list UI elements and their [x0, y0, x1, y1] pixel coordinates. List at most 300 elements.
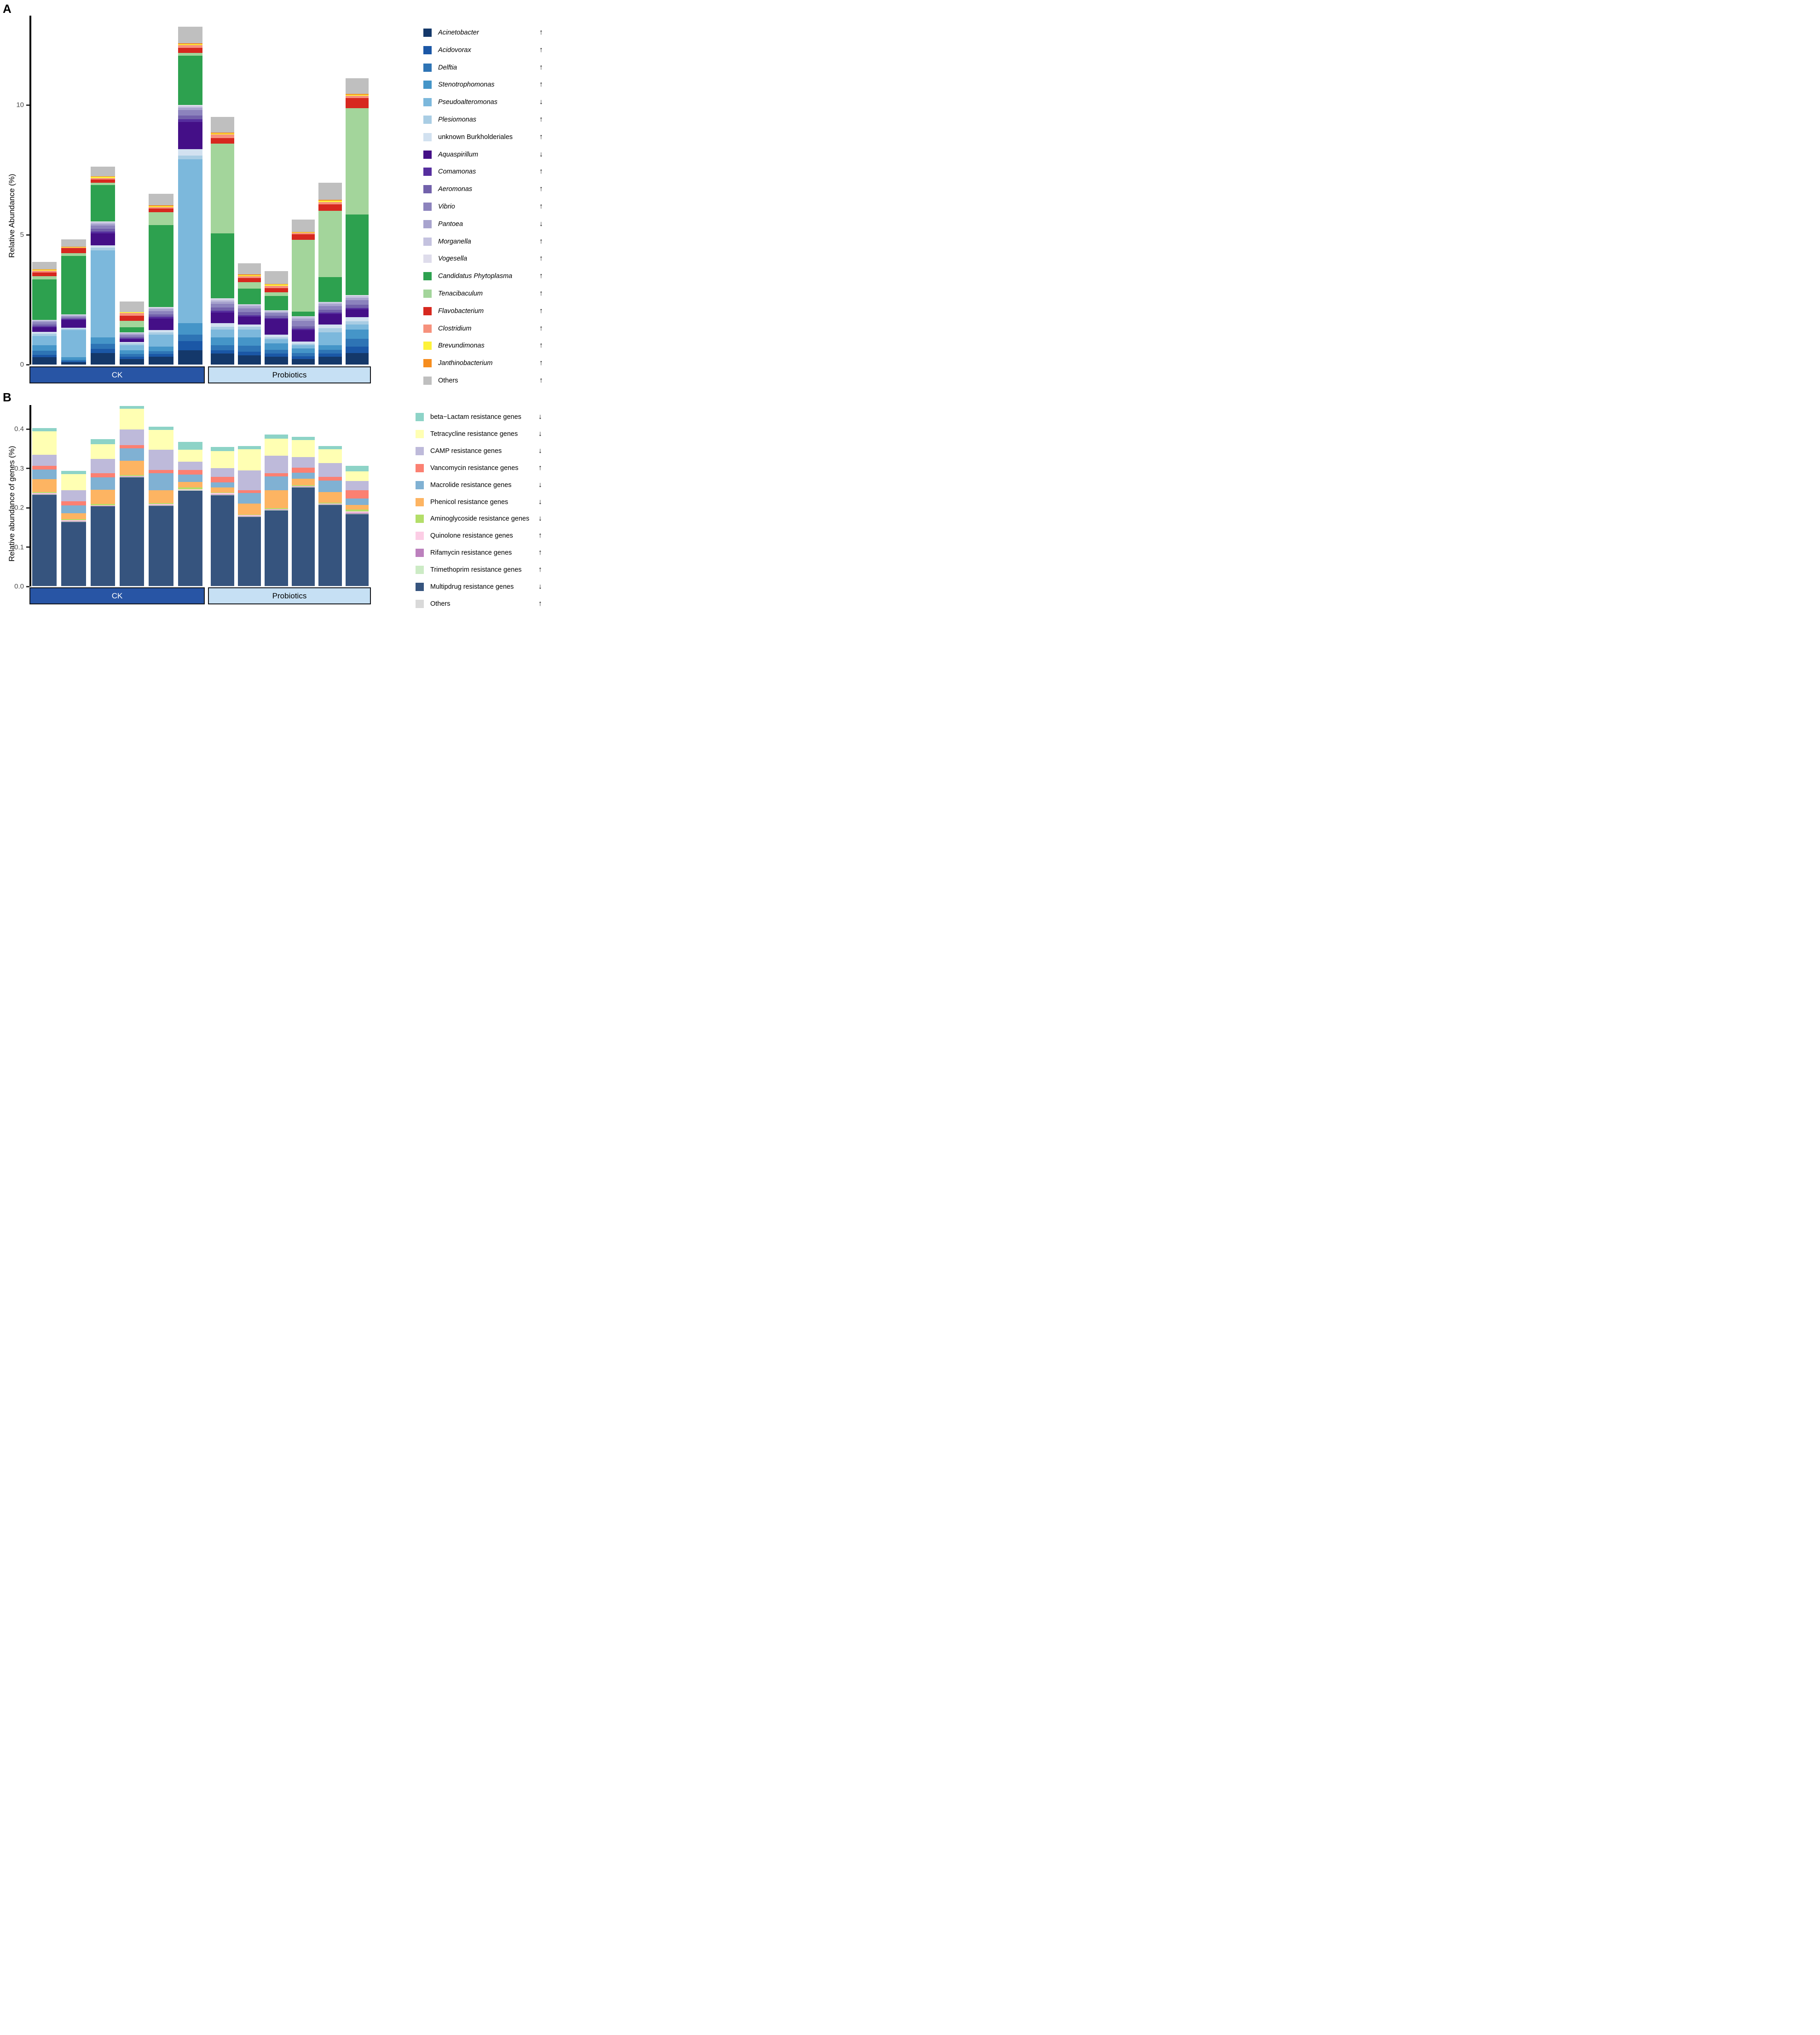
bar-segment: [211, 468, 234, 477]
panel-a-group-strip-probiotics: [208, 366, 371, 383]
trend-up-arrow-icon: ↑: [539, 46, 543, 54]
stacked-bar-ck-1: [32, 262, 57, 365]
bar-segment: [149, 506, 173, 586]
legend-label: CAMP resistance genes: [430, 447, 502, 455]
trend-up-arrow-icon: ↑: [538, 549, 542, 557]
legend-item: [416, 547, 546, 559]
legend-swatch-icon: [423, 290, 432, 298]
bar-segment: [318, 492, 342, 503]
stacked-bar-probiotics-4: [292, 437, 315, 586]
bar-segment: [292, 240, 315, 311]
bar-segment: [346, 490, 369, 499]
bar-segment: [178, 335, 202, 341]
bar-segment: [292, 473, 315, 479]
bar-segment: [238, 355, 261, 365]
bar-segment: [120, 301, 144, 312]
trend-up-arrow-icon: ↑: [539, 359, 543, 367]
bar-segment: [178, 323, 202, 335]
legend-swatch-icon: [416, 464, 424, 472]
legend-swatch-icon: [416, 566, 424, 574]
bar-segment: [178, 482, 202, 487]
legend-item: [423, 166, 546, 178]
bar-segment: [238, 490, 261, 493]
bar-segment: [292, 345, 315, 348]
panel-a-y-axis: [29, 16, 31, 365]
bar-segment: [292, 312, 315, 316]
bar-segment: [61, 501, 86, 505]
stacked-bar-probiotics-6: [346, 78, 369, 365]
legend-label: Plesiomonas: [438, 116, 477, 123]
bar-segment: [265, 510, 288, 586]
trend-down-arrow-icon: ↓: [539, 150, 543, 158]
trend-up-arrow-icon: ↑: [539, 255, 543, 263]
legend-item: [423, 323, 546, 335]
bar-segment: [178, 462, 202, 470]
bar-segment: [238, 446, 261, 449]
legend-item: [423, 340, 546, 352]
trend-up-arrow-icon: ↑: [539, 63, 543, 71]
legend-item: [423, 131, 546, 143]
trend-up-arrow-icon: ↑: [539, 290, 543, 297]
stacked-bar-ck-6: [178, 27, 202, 365]
bar-segment: [61, 471, 86, 474]
bar-segment: [149, 470, 173, 473]
trend-down-arrow-icon: ↓: [538, 498, 542, 506]
bar-segment: [178, 442, 202, 449]
bar-segment: [292, 234, 315, 240]
bar-segment: [120, 448, 144, 461]
trend-up-arrow-icon: ↑: [539, 307, 543, 315]
legend-swatch-icon: [423, 272, 432, 280]
y-tick-mark: [26, 429, 29, 430]
panel-a-group-label-ck: CK: [111, 370, 123, 379]
legend-swatch-icon: [423, 133, 432, 141]
bar-segment: [149, 319, 173, 330]
trend-up-arrow-icon: ↑: [538, 566, 542, 574]
bar-segment: [32, 479, 57, 492]
bar-segment: [91, 353, 115, 365]
legend-swatch-icon: [423, 168, 432, 176]
bar-segment: [32, 357, 57, 365]
bar-segment: [211, 495, 234, 586]
y-tick-label: 0.2: [14, 504, 24, 512]
bar-segment: [149, 357, 173, 365]
legend-swatch-icon: [423, 307, 432, 315]
legend-label: Aquaspirillum: [438, 151, 479, 158]
bar-segment: [211, 477, 234, 483]
trend-up-arrow-icon: ↑: [539, 133, 543, 141]
bar-segment: [149, 490, 173, 503]
bar-segment: [178, 475, 202, 481]
legend-swatch-icon: [423, 203, 432, 211]
legend-label: Multipdrug resistance genes: [430, 583, 514, 591]
panel-b-group-label-probiotics: Probiotics: [272, 591, 307, 600]
legend-swatch-icon: [423, 185, 432, 193]
y-tick-label: 0: [20, 360, 24, 369]
bar-segment: [178, 56, 202, 105]
bar-segment: [32, 345, 57, 351]
legend-item: [416, 530, 546, 542]
bar-segment: [238, 346, 261, 351]
legend-label: Pseudoalteromonas: [438, 99, 497, 106]
legend-item: [423, 79, 546, 91]
legend-swatch-icon: [416, 515, 424, 523]
bar-segment: [292, 457, 315, 468]
stacked-bar-probiotics-4: [292, 220, 315, 365]
bar-segment: [120, 445, 144, 448]
trend-up-arrow-icon: ↑: [539, 324, 543, 332]
legend-swatch-icon: [416, 532, 424, 540]
legend-swatch-icon: [416, 447, 424, 455]
panel-a-label: A: [3, 2, 12, 16]
panel-b-group-strip-ck: [29, 587, 205, 604]
bar-segment: [211, 482, 234, 487]
bar-segment: [178, 110, 202, 115]
bar-segment: [265, 357, 288, 365]
legend-item: [423, 305, 546, 317]
bar-segment: [346, 309, 369, 317]
bar-segment: [211, 117, 234, 133]
bar-segment: [238, 282, 261, 289]
trend-up-arrow-icon: ↑: [539, 116, 543, 123]
bar-segment: [292, 353, 315, 356]
trend-up-arrow-icon: ↑: [539, 342, 543, 350]
legend-label: Delftia: [438, 64, 457, 71]
y-tick-label: 10: [16, 101, 24, 109]
bar-segment: [211, 313, 234, 323]
y-tick-mark: [26, 546, 29, 548]
legend-item: [423, 114, 546, 126]
legend-label: Acinetobacter: [438, 29, 479, 36]
trend-down-arrow-icon: ↓: [539, 220, 543, 228]
legend-label: Vancomycin resistance genes: [430, 464, 519, 472]
y-tick-mark: [26, 234, 29, 236]
stacked-bar-probiotics-3: [265, 271, 288, 365]
bar-segment: [318, 332, 342, 345]
bar-segment: [346, 481, 369, 491]
bar-segment: [346, 317, 369, 321]
bar-segment: [178, 341, 202, 350]
legend-swatch-icon: [416, 481, 424, 489]
bar-segment: [211, 487, 234, 493]
bar-segment: [61, 362, 86, 365]
legend-label: Vogesella: [438, 255, 468, 263]
bar-segment: [120, 321, 144, 327]
bar-segment: [238, 504, 261, 515]
stacked-bar-probiotics-1: [211, 447, 234, 586]
legend-item: [416, 428, 546, 440]
trend-down-arrow-icon: ↓: [538, 429, 542, 438]
stacked-bar-ck-5: [149, 427, 173, 586]
bar-segment: [91, 233, 115, 245]
trend-up-arrow-icon: ↑: [539, 237, 543, 245]
legend-swatch-icon: [416, 549, 424, 557]
bar-segment: [149, 351, 173, 354]
bar-segment: [32, 279, 57, 319]
y-tick-label: 0.1: [14, 543, 24, 551]
legend-item: [423, 183, 546, 195]
stacked-bar-ck-1: [32, 428, 57, 586]
bar-segment: [238, 312, 261, 315]
legend-label: Others: [438, 377, 458, 384]
legend-label: Candidatus Phytoplasma: [438, 272, 513, 280]
bar-segment: [318, 183, 342, 200]
y-tick-label: 5: [20, 231, 24, 239]
bar-segment: [120, 345, 144, 350]
trend-up-arrow-icon: ↑: [539, 168, 543, 176]
bar-segment: [238, 449, 261, 470]
bar-segment: [32, 262, 57, 269]
bar-segment: [346, 330, 369, 339]
bar-segment: [211, 354, 234, 365]
panel-a-group-label-probiotics: Probiotics: [272, 370, 307, 379]
stacked-bar-probiotics-2: [238, 263, 261, 365]
bar-segment: [265, 490, 288, 508]
bar-segment: [91, 473, 115, 477]
bar-segment: [178, 450, 202, 462]
trend-down-arrow-icon: ↓: [538, 583, 542, 591]
stacked-bar-ck-2: [61, 471, 86, 586]
legend-swatch-icon: [423, 64, 432, 72]
bar-segment: [91, 459, 115, 473]
bar-segment: [120, 350, 144, 354]
trend-down-arrow-icon: ↓: [538, 481, 542, 489]
stacked-bar-probiotics-1: [211, 117, 234, 365]
legend-swatch-icon: [423, 377, 432, 385]
bar-segment: [32, 276, 57, 279]
bar-segment: [211, 350, 234, 354]
legend-label: Aeromonas: [438, 186, 473, 193]
legend-item: [423, 357, 546, 369]
legend-item: [423, 62, 546, 74]
trend-up-arrow-icon: ↑: [539, 81, 543, 89]
stacked-bar-ck-3: [91, 439, 115, 586]
bar-segment: [318, 306, 342, 310]
legend-swatch-icon: [423, 46, 432, 54]
y-tick-mark: [26, 507, 29, 509]
legend-label: Phenicol resistance genes: [430, 498, 508, 506]
bar-segment: [292, 479, 315, 486]
y-tick-mark: [26, 468, 29, 469]
legend-label: Rifamycin resistance genes: [430, 549, 512, 557]
bar-segment: [91, 477, 115, 490]
legend-swatch-icon: [416, 413, 424, 421]
stacked-bar-probiotics-5: [318, 183, 342, 365]
bar-segment: [238, 263, 261, 274]
bar-segment: [318, 481, 342, 492]
stacked-bar-ck-3: [91, 167, 115, 365]
bar-segment: [265, 292, 288, 296]
bar-segment: [32, 455, 57, 466]
bar-segment: [120, 477, 144, 586]
stacked-bar-probiotics-6: [346, 466, 369, 586]
bar-segment: [318, 505, 342, 586]
legend-item: [423, 270, 546, 282]
stacked-bar-ck-4: [120, 406, 144, 586]
bar-segment: [318, 477, 342, 481]
bar-segment: [61, 513, 86, 519]
trend-up-arrow-icon: ↑: [538, 532, 542, 540]
bar-segment: [149, 450, 173, 470]
bar-segment: [61, 505, 86, 513]
legend-label: Others: [430, 600, 451, 608]
stacked-bar-probiotics-5: [318, 446, 342, 586]
bar-segment: [238, 352, 261, 355]
bar-segment: [120, 406, 144, 409]
bar-segment: [346, 108, 369, 215]
bar-segment: [265, 319, 288, 335]
bar-segment: [178, 27, 202, 44]
legend-item: [416, 411, 546, 423]
bar-segment: [238, 337, 261, 346]
bar-segment: [346, 305, 369, 308]
bar-segment: [265, 476, 288, 491]
bar-segment: [265, 350, 288, 354]
bar-segment: [91, 506, 115, 586]
bar-segment: [292, 359, 315, 365]
bar-segment: [211, 134, 234, 138]
bar-segment: [91, 444, 115, 459]
bar-segment: [211, 330, 234, 337]
bar-segment: [32, 351, 57, 354]
legend-label: Trimethoprim resistance genes: [430, 566, 522, 574]
bar-segment: [292, 440, 315, 457]
y-tick-mark: [26, 104, 29, 106]
legend-label: Morganella: [438, 238, 471, 245]
legend-item: [416, 581, 546, 593]
bar-segment: [318, 277, 342, 302]
legend-item: [423, 27, 546, 39]
legend-swatch-icon: [423, 81, 432, 89]
legend-label: Janthinobacterium: [438, 359, 493, 367]
y-tick-mark: [26, 364, 29, 365]
bar-segment: [61, 474, 86, 491]
legend-swatch-icon: [423, 325, 432, 333]
bar-segment: [211, 345, 234, 350]
y-tick-mark: [26, 586, 29, 587]
bar-segment: [120, 461, 144, 475]
legend-item: [416, 462, 546, 474]
panel-b-label: B: [3, 390, 12, 404]
bar-segment: [61, 490, 86, 501]
legend-swatch-icon: [423, 342, 432, 350]
bar-segment: [61, 320, 86, 328]
bar-segment: [61, 248, 86, 253]
bar-segment: [178, 149, 202, 156]
legend-item: [423, 96, 546, 108]
legend-swatch-icon: [423, 238, 432, 246]
legend-label: Pantoea: [438, 220, 463, 228]
legend-label: Vibrio: [438, 203, 455, 210]
legend-swatch-icon: [416, 583, 424, 591]
bar-segment: [318, 204, 342, 211]
bar-segment: [91, 226, 115, 229]
bar-segment: [318, 328, 342, 332]
legend-label: Macrolide resistance genes: [430, 481, 512, 489]
bar-segment: [238, 330, 261, 337]
legend-label: Tenacibaculum: [438, 290, 483, 297]
stacked-bar-ck-5: [149, 194, 173, 365]
bar-segment: [120, 429, 144, 445]
bar-segment: [318, 345, 342, 350]
bar-segment: [32, 470, 57, 479]
bar-segment: [346, 321, 369, 325]
bar-segment: [292, 348, 315, 353]
legend-swatch-icon: [423, 116, 432, 124]
bar-segment: [149, 225, 173, 307]
trend-down-arrow-icon: ↓: [538, 515, 542, 523]
bar-segment: [91, 337, 115, 344]
bar-segment: [61, 256, 86, 314]
legend-swatch-icon: [423, 255, 432, 263]
bar-segment: [292, 330, 315, 342]
legend-label: beta−Lactam resistance genes: [430, 413, 521, 421]
legend-label: unknown Burkholderiales: [438, 133, 513, 141]
bar-segment: [120, 359, 144, 365]
bar-segment: [238, 308, 261, 312]
legend-label: Quinolone resistance genes: [430, 532, 513, 540]
bar-segment: [265, 456, 288, 473]
bar-segment: [32, 495, 57, 586]
bar-segment: [292, 437, 315, 440]
bar-segment: [346, 78, 369, 94]
bar-segment: [178, 491, 202, 586]
panel-b-y-title: Relative abundance of genes (%): [7, 446, 16, 562]
bar-segment: [346, 499, 369, 505]
bar-segment: [238, 278, 261, 282]
bar-segment: [346, 471, 369, 481]
bar-segment: [211, 337, 234, 345]
legend-item: [423, 288, 546, 300]
bar-segment: [91, 344, 115, 349]
bar-segment: [265, 354, 288, 357]
legend-item: [423, 236, 546, 248]
bar-segment: [91, 439, 115, 444]
bar-segment: [61, 253, 86, 256]
legend-item: [423, 375, 546, 387]
legend-swatch-icon: [423, 359, 432, 367]
bar-segment: [265, 296, 288, 310]
bar-segment: [178, 350, 202, 365]
bar-segment: [318, 325, 342, 328]
panel-a-y-title: Relative Abundance (%): [7, 174, 16, 258]
bar-segment: [178, 48, 202, 53]
bar-segment: [292, 468, 315, 473]
bar-segment: [32, 327, 57, 332]
bar-segment: [32, 428, 57, 432]
bar-segment: [318, 449, 342, 463]
trend-up-arrow-icon: ↑: [539, 185, 543, 193]
legend-swatch-icon: [423, 98, 432, 106]
legend-item: [423, 44, 546, 56]
y-tick-label: 0.3: [14, 464, 24, 472]
legend-item: [423, 218, 546, 230]
bar-segment: [292, 487, 315, 586]
trend-up-arrow-icon: ↑: [539, 272, 543, 280]
bar-segment: [292, 321, 315, 326]
bar-segment: [346, 466, 369, 471]
y-tick-label: 0.0: [14, 582, 24, 591]
legend-label: Brevundimonas: [438, 342, 485, 350]
bar-segment: [346, 347, 369, 353]
bar-segment: [211, 144, 234, 233]
trend-up-arrow-icon: ↑: [539, 203, 543, 210]
bar-segment: [238, 470, 261, 490]
bar-segment: [346, 300, 369, 305]
legend-swatch-icon: [423, 220, 432, 228]
bar-segment: [265, 343, 288, 350]
bar-segment: [265, 473, 288, 476]
